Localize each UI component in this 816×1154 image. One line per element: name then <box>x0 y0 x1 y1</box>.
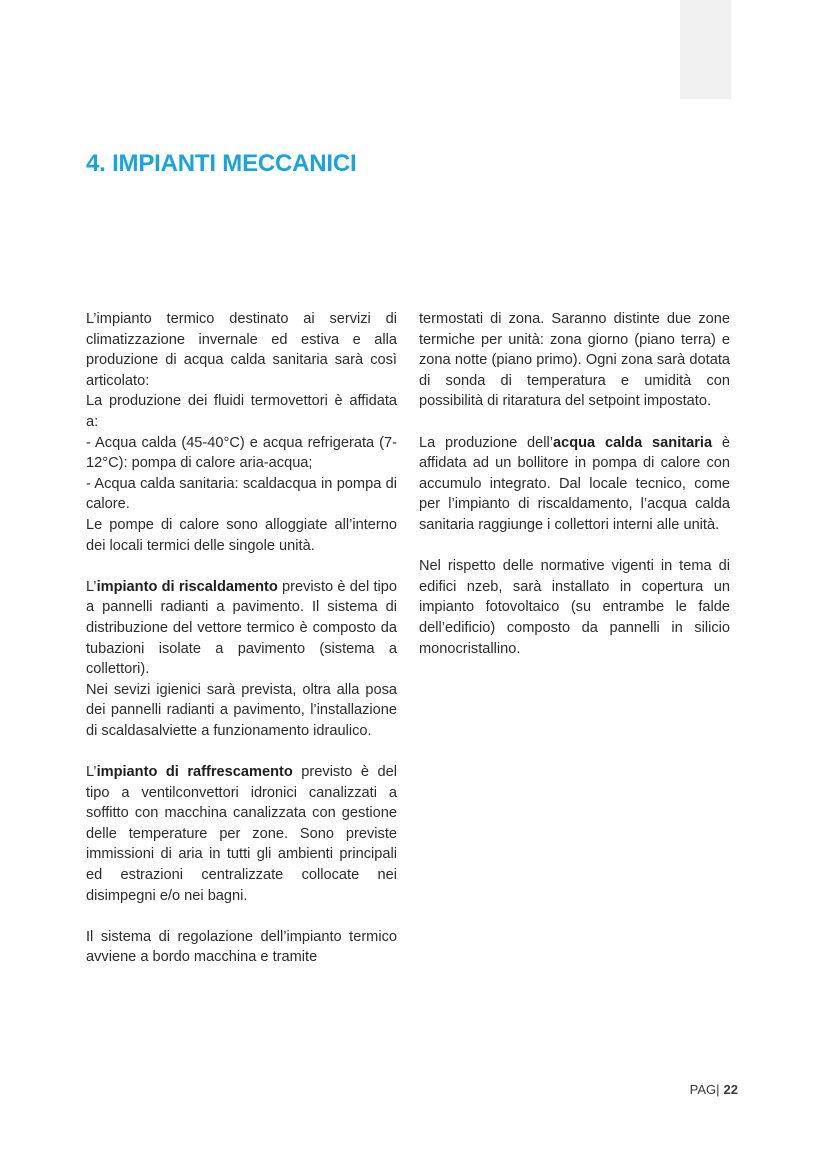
cooling-lead: L’ <box>86 764 97 781</box>
left-column <box>86 309 397 968</box>
page-footer <box>690 1082 738 1097</box>
page-label: PAG| <box>689 1082 720 1097</box>
paragraph-bathrooms: Nei sevizi igienici sarà prevista, oltra alla posa dei pannelli radianti a pavimento, l’installazione di scaldasalviette a funzionamento idraulico. <box>86 681 397 739</box>
sanitary-bold-term: acqua calda sanitaria <box>552 434 713 451</box>
sanitary-lead: La produzione dell’ <box>419 434 553 451</box>
corner-tab-decoration <box>680 0 731 99</box>
page-number: 22 <box>723 1082 738 1097</box>
paragraph-heating <box>86 577 397 680</box>
paragraph-sanitary-water <box>419 433 730 536</box>
paragraph-intro: L’impianto termico destinato ai servizi di climatizzazione invernale ed estiva e alla produzione di acqua calda sanitaria sarà così articolato: <box>86 311 397 389</box>
paragraph-zones: termostati di zona. Saranno distinte due zone termiche per unità: zona giorno (piano terra) e zona notte (piano primo). Ogni zona sarà dotata di sonda di temperatura e umidità con possibilità di ritaratura del setpoint impostato. <box>419 311 730 410</box>
heating-text: previsto è del tipo a pannelli radianti a pavimento. Il sistema di distribuzione del vettore termico è composto da tubazioni isolate a pavimento (sistema a collettori). <box>86 578 397 678</box>
sanitary-text: è affidata ad un bollitore in pompa di calore con accumulo integrato. Dal locale tecnico, come per l’impianto di riscaldamento, l’acqua calda sanitaria raggiunge i collettori interni alle unità. <box>419 434 730 533</box>
paragraph-sanitary-item: - Acqua calda sanitaria: scaldacqua in pompa di calore. <box>86 475 397 513</box>
cooling-text: previsto è del tipo a ventilconvettori idronici canalizzati a soffitto con macchina canalizzata con gestione delle temperature per zone. Sono previste immissioni di aria in tutti gli ambienti principali ed estrazioni centralizzate collocate nei disimpegni e/o nei bagni. <box>86 764 398 904</box>
heating-bold-term: impianto di riscaldamento <box>96 578 278 595</box>
paragraph-regulation: Il sistema di regolazione dell’impianto termico avviene a bordo macchina e tramite <box>86 928 397 966</box>
page-title: 4. IMPIANTI MECCANICI <box>86 150 357 177</box>
paragraph-cooling <box>86 762 397 906</box>
paragraph-production: La produzione dei fluidi termovettori è affidata a: <box>86 393 397 430</box>
paragraph-photovoltaic: Nel rispetto delle normative vigenti in tema di edifici nzeb, sarà installato in copertura un impianto fotovoltaico (su entrambe le falde dell’edificio) composto da pannelli in silicio monocristallino. <box>419 558 730 657</box>
paragraph-hot-water-item: - Acqua calda (45-40°C) e acqua refrigerata (7-12°C): pompa di calore aria-acqua; <box>86 434 397 472</box>
right-column <box>419 309 730 659</box>
paragraph-heat-pumps: Le pompe di calore sono alloggiate all’interno dei locali termici delle singole unità. <box>86 516 397 554</box>
cooling-bold-term: impianto di raffrescamento <box>96 764 293 781</box>
heating-lead: L’ <box>86 578 97 595</box>
